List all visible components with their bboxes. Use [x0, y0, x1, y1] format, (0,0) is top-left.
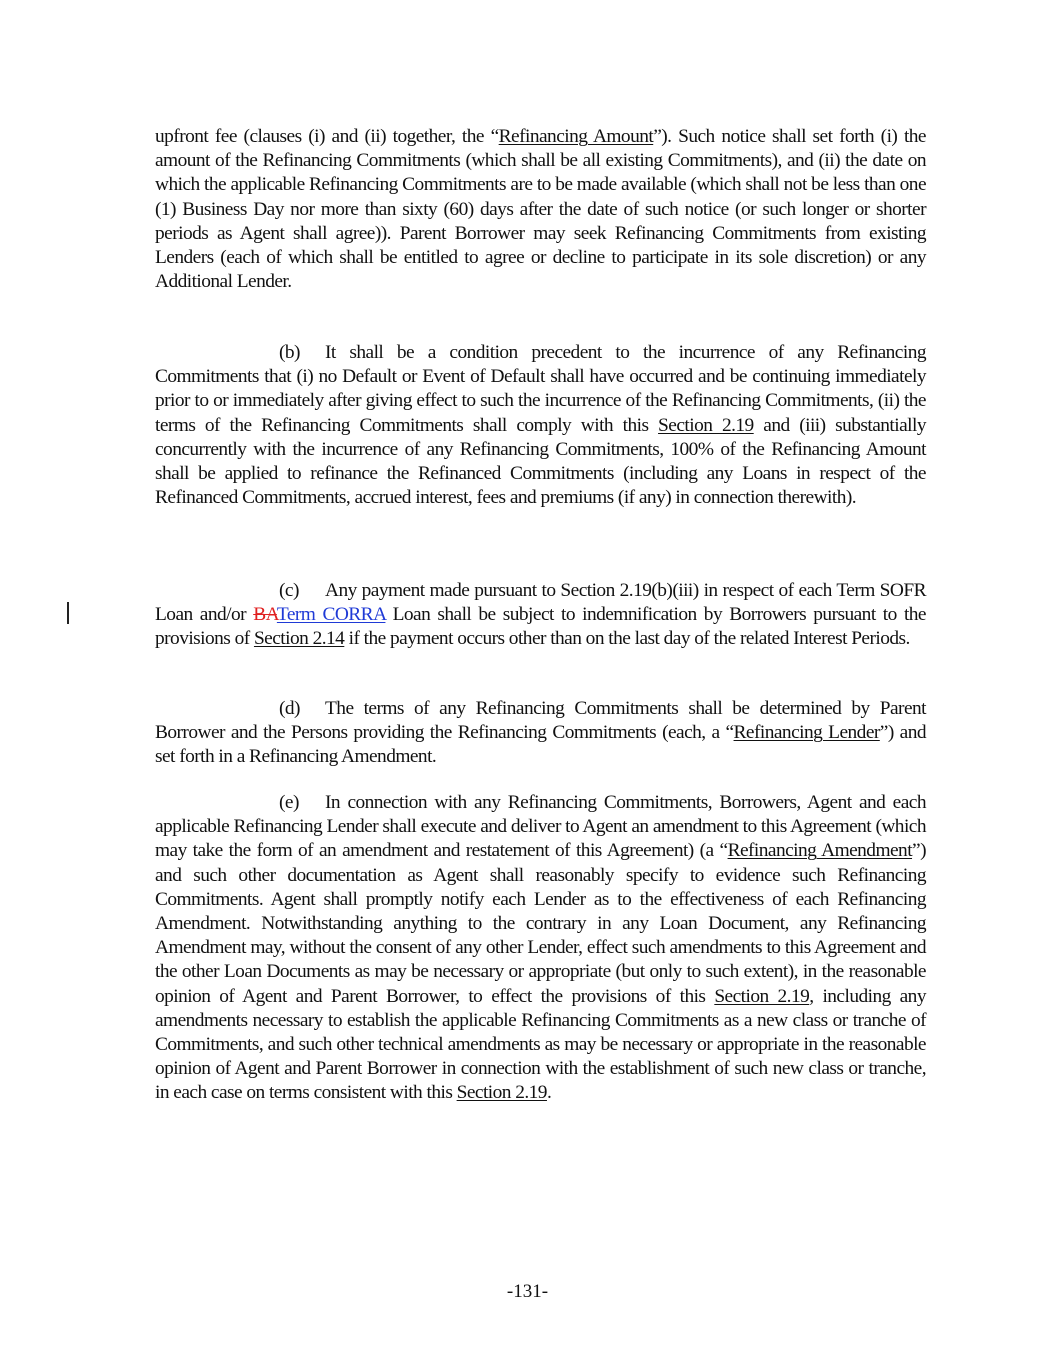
text-run: , including any amendments necessary to establish the applicable Refinancing Commitments as a new class or tranche of Commitments, and such other technical amendments as may be necessary or appropriate in the reasonable opinion of Agent and Parent Borrower in connection with the establishment of such new class or tranche, in each case on terms consistent with this: [155, 985, 926, 1104]
clause-label-d: (d): [279, 698, 300, 719]
text-run: upfront fee (clauses (i) and (ii) together, the “: [155, 126, 499, 147]
section-reference: Section 2.19: [714, 985, 810, 1007]
text-run: ”) and set forth in a Refinancing Amendment.: [155, 722, 927, 768]
inserted-text: Term CORRA: [276, 604, 386, 626]
defined-term-refinancing-lender: Refinancing Lender: [733, 722, 880, 744]
section-reference: Section 2.14: [253, 628, 345, 650]
text-run: Loan shall be subject to indemnification by Borrowers pursuant to the provisions of: [155, 604, 926, 650]
page-number: -131-: [506, 1281, 549, 1302]
text-run: In connection with any Refinancing Commitments, Borrowers, Agent and each applicable Refinancing Lender shall execute and deliver to Agent an amendment to this Agreement (which may take the form of an amendment and restatement of this Agreement) (a “: [155, 792, 926, 862]
clause-label-c: (c): [279, 580, 299, 601]
defined-term-refinancing-amount: Refinancing Amount: [498, 126, 654, 147]
paragraph-e: [155, 791, 926, 1106]
text-run: if the payment occurs other than on the last day of the related Interest Periods.: [344, 628, 910, 650]
paragraph-b: [155, 341, 926, 510]
text-run: It shall be a condition precedent to the incurrence of any Refinancing Commitments that (i) no Default or Event of Default shall have occurred and be continuing immediately prior to or immediately after giving effect to such the incurrence of the Refinancing Commitments, (ii) the terms of the Refinancing Commitments shall comply with this: [155, 342, 926, 436]
section-reference: Section 2.19: [658, 414, 754, 436]
text-run: The terms of any Refinancing Commitments shall be determined by Parent Borrower and the Persons providing the Refinancing Commitments (each, a “: [155, 698, 926, 744]
text-run: Any payment made pursuant to Section 2.19(b)(iii) in respect of each Term SOFR Loan and/or: [155, 580, 926, 626]
text-run: .: [546, 1082, 552, 1104]
text-run: ”) and such other documentation as Agent shall reasonably specify to evidence such Refinancing Commitments. Agent shall promptly notify each Lender as to the effectiveness of each Refinancing Amendment. Notwithstanding anything to the contrary in any Loan Document, any Refinancing Amendment may, without the consent of any other Lender, effect such amendments to this Agreement and the other Loan Documents as may be necessary or appropriate (but only to such extent), in the reasonable opinion of Agent and Parent Borrower, to effect the provisions of this: [155, 840, 926, 1007]
text-run: and (iii) substantially concurrently with the incurrence of any Refinancing Commitments, 100% of the Refinancing Amount shall be applied to refinance the Refinanced Commitments (including any Loans in respect of the Refinanced Commitments, accrued interest, fees and premiums (if any) in connection therewith).: [155, 414, 926, 509]
revision-change-bar: [67, 602, 69, 624]
deleted-text: BA: [253, 604, 277, 626]
paragraph-d: [155, 697, 926, 770]
clause-label-e: (e): [279, 792, 299, 813]
paragraph-a-continuation: [155, 125, 926, 294]
clause-label-b: (b): [279, 342, 300, 363]
paragraph-c: [155, 579, 926, 652]
text-run: ”). Such notice shall set forth (i) the amount of the Refinancing Commitments (which shall be all existing Commitments), and (ii) the date on which the applicable Refinancing Commitments are to be made available (which shall not be less than one (1) Business Day nor more than sixty (60) days after the date of such notice (or such longer or shorter periods as Agent shall agree)). Parent Borrower may seek Refinancing Commitments from existing Lenders (each of which shall be entitled to agree or decline to participate in its sole discretion) or any Additional Lender.: [155, 126, 926, 293]
section-reference: Section 2.19: [456, 1082, 547, 1104]
defined-term-refinancing-amendment: Refinancing Amendment: [727, 840, 913, 862]
